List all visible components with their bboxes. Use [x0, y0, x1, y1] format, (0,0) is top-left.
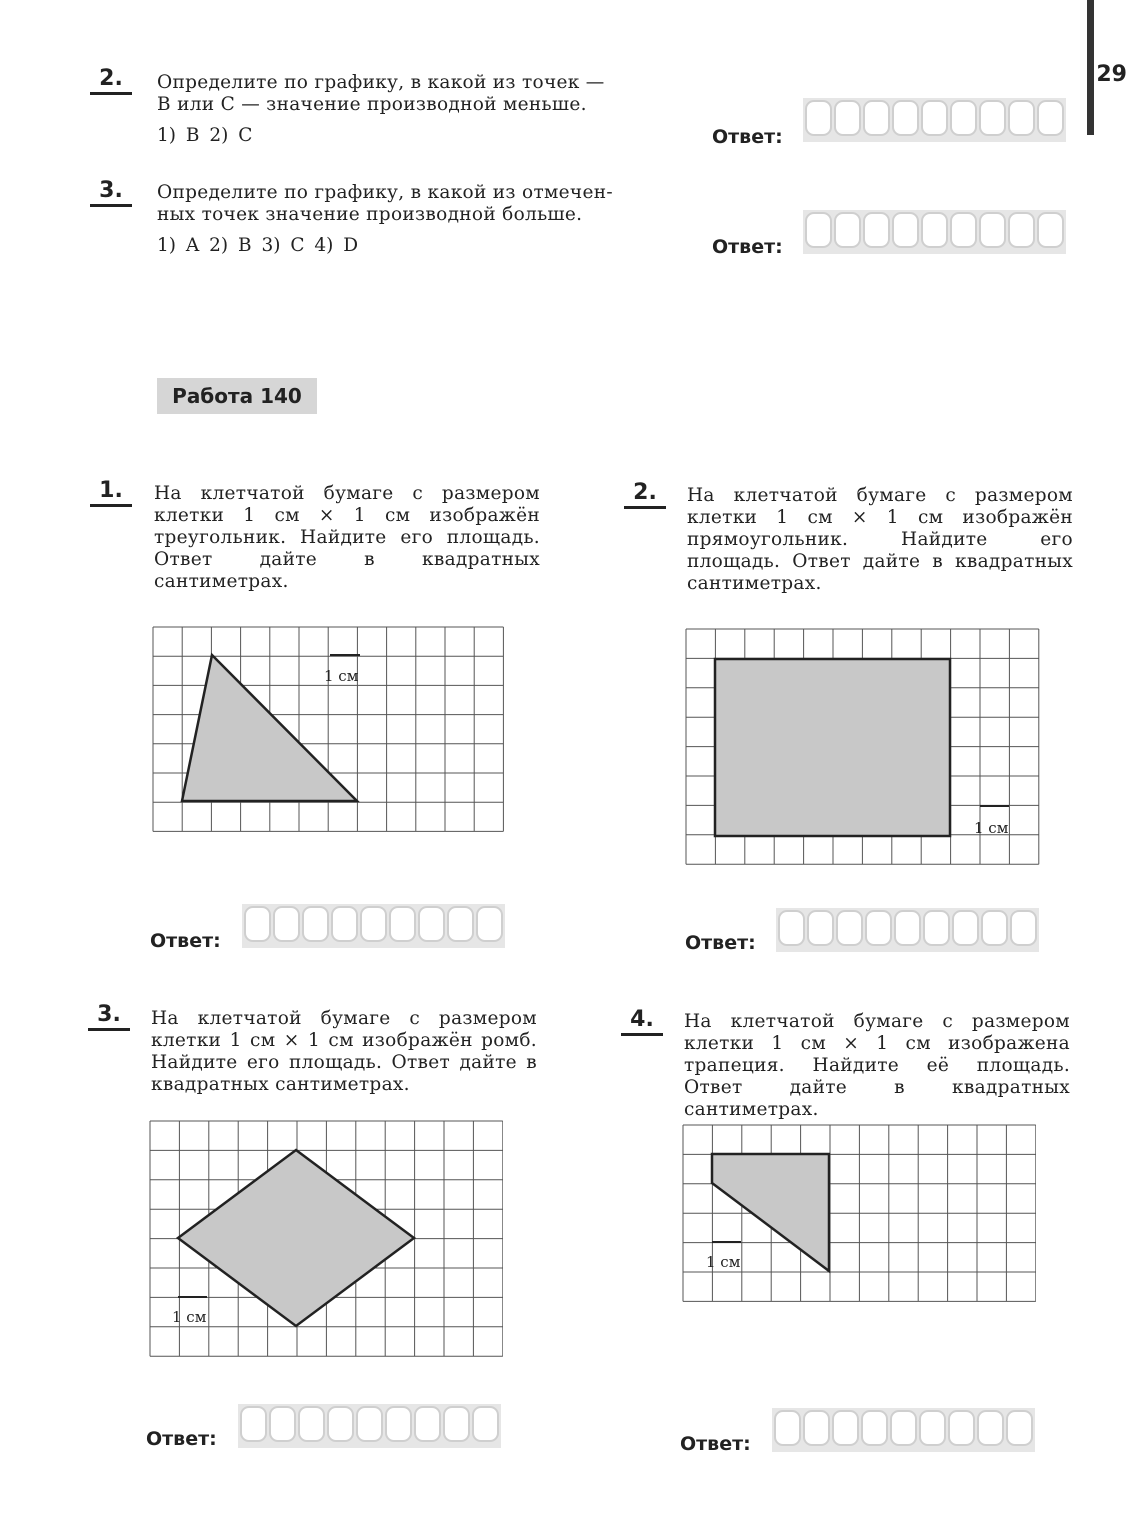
- answer-cell[interactable]: [865, 910, 892, 946]
- task-2-number: 2.: [624, 480, 666, 509]
- task-1-number: 1.: [90, 478, 132, 507]
- task-4-answer-field[interactable]: [772, 1408, 1035, 1452]
- top-task-3-number: 3.: [90, 178, 132, 207]
- top-task-3-answer-label: Ответ:: [712, 236, 783, 258]
- answer-cell[interactable]: [950, 100, 977, 136]
- answer-cell[interactable]: [302, 906, 329, 942]
- task-3-rhombus-figure: [149, 1120, 503, 1358]
- task-2-answer-field[interactable]: [776, 908, 1039, 952]
- answer-cell[interactable]: [892, 212, 919, 248]
- answer-cell[interactable]: [805, 212, 832, 248]
- top-task-3-options: 1) A 2) B 3) C 4) D: [157, 235, 359, 256]
- answer-cell[interactable]: [836, 910, 863, 946]
- top-task-2-options: 1) B 2) C: [157, 125, 253, 146]
- top-task-2-answer-field[interactable]: [803, 98, 1066, 142]
- page-number: 29: [1096, 62, 1127, 87]
- answer-cell[interactable]: [331, 906, 358, 942]
- answer-cell[interactable]: [273, 906, 300, 942]
- answer-cell[interactable]: [981, 910, 1008, 946]
- answer-cell[interactable]: [1008, 100, 1035, 136]
- task-1-answer-label: Ответ:: [150, 930, 221, 952]
- top-task-3-line2: ных точек значение производной больше.: [157, 204, 583, 225]
- task-3-answer-field[interactable]: [238, 1404, 501, 1448]
- answer-cell[interactable]: [834, 212, 861, 248]
- rhombus-shape: [178, 1150, 414, 1326]
- answer-cell[interactable]: [950, 212, 977, 248]
- answer-cell[interactable]: [863, 212, 890, 248]
- answer-cell[interactable]: [894, 910, 921, 946]
- top-task-2-answer-label: Ответ:: [712, 126, 783, 148]
- answer-cell[interactable]: [443, 1406, 470, 1442]
- answer-cell[interactable]: [861, 1410, 888, 1446]
- task-2-text: На клетчатой бумаге с размером клетки 1 см × 1 см изображён прямоугольник. Найдите его площадь. Ответ дайте в квадратных сантиметрах.: [687, 485, 1073, 594]
- task-4-number: 4.: [621, 1007, 663, 1036]
- unit-label: 1 см: [974, 819, 1009, 837]
- top-task-2-number: 2.: [90, 66, 132, 95]
- answer-cell[interactable]: [979, 100, 1006, 136]
- answer-cell[interactable]: [298, 1406, 325, 1442]
- answer-cell[interactable]: [832, 1410, 859, 1446]
- task-4-text: На клетчатой бумаге с размером клетки 1 см × 1 см изображена трапеция. Найдите её площадь. Ответ дайте в квадратных сантиметрах.: [684, 1011, 1070, 1120]
- answer-cell[interactable]: [414, 1406, 441, 1442]
- answer-cell[interactable]: [834, 100, 861, 136]
- answer-cell[interactable]: [805, 100, 832, 136]
- answer-cell[interactable]: [919, 1410, 946, 1446]
- task-1-text: На клетчатой бумаге с размером клетки 1 см × 1 см изображён треугольник. Найдите его площадь. Ответ дайте в квадратных сантиметрах.: [154, 483, 540, 592]
- answer-cell[interactable]: [1008, 212, 1035, 248]
- task-1-answer-field[interactable]: [242, 904, 505, 948]
- task-2-answer-label: Ответ:: [685, 932, 756, 954]
- top-task-3-answer-field[interactable]: [803, 210, 1066, 254]
- answer-cell[interactable]: [240, 1406, 267, 1442]
- grid-lines: [683, 1125, 1036, 1301]
- unit-label: 1 см: [172, 1308, 207, 1326]
- answer-cell[interactable]: [385, 1406, 412, 1442]
- top-task-2-line1: Определите по графику, в какой из точек —: [157, 72, 605, 93]
- work-heading: Работа 140: [157, 378, 317, 414]
- answer-cell[interactable]: [921, 212, 948, 248]
- top-task-3-line1: Определите по графику, в какой из отмечен-: [157, 182, 613, 203]
- answer-cell[interactable]: [863, 100, 890, 136]
- answer-cell[interactable]: [921, 100, 948, 136]
- answer-cell[interactable]: [244, 906, 271, 942]
- answer-cell[interactable]: [948, 1410, 975, 1446]
- answer-cell[interactable]: [1037, 100, 1064, 136]
- answer-cell[interactable]: [447, 906, 474, 942]
- answer-cell[interactable]: [923, 910, 950, 946]
- top-task-3-text: [157, 182, 637, 226]
- answer-cell[interactable]: [807, 910, 834, 946]
- answer-cell[interactable]: [1037, 212, 1064, 248]
- answer-cell[interactable]: [389, 906, 416, 942]
- unit-label: 1 см: [324, 667, 359, 685]
- answer-cell[interactable]: [892, 100, 919, 136]
- rectangle-shape: [715, 659, 950, 836]
- answer-cell[interactable]: [476, 906, 503, 942]
- task-4-trapezoid-figure: [682, 1124, 1036, 1302]
- answer-cell[interactable]: [360, 906, 387, 942]
- answer-cell[interactable]: [890, 1410, 917, 1446]
- answer-cell[interactable]: [979, 212, 1006, 248]
- answer-cell[interactable]: [952, 910, 979, 946]
- answer-cell[interactable]: [977, 1410, 1004, 1446]
- task-1-triangle-figure: [152, 626, 510, 834]
- top-task-2-text: [157, 72, 637, 116]
- answer-cell[interactable]: [472, 1406, 499, 1442]
- task-3-text: На клетчатой бумаге с размером клетки 1 см × 1 см изображён ромб. Найдите его площадь. Ответ дайте в квадратных сантиметрах.: [151, 1008, 537, 1095]
- answer-cell[interactable]: [778, 910, 805, 946]
- task-3-number: 3.: [88, 1002, 130, 1031]
- page-edge-bar: [1087, 0, 1094, 135]
- answer-cell[interactable]: [356, 1406, 383, 1442]
- top-task-2-line2: B или C — значение производной меньше.: [157, 94, 587, 115]
- answer-cell[interactable]: [803, 1410, 830, 1446]
- answer-cell[interactable]: [418, 906, 445, 942]
- answer-cell[interactable]: [269, 1406, 296, 1442]
- answer-cell[interactable]: [774, 1410, 801, 1446]
- task-3-answer-label: Ответ:: [146, 1428, 217, 1450]
- answer-cell[interactable]: [327, 1406, 354, 1442]
- unit-label: 1 см: [706, 1253, 741, 1271]
- answer-cell[interactable]: [1006, 1410, 1033, 1446]
- task-4-answer-label: Ответ:: [680, 1433, 751, 1455]
- answer-cell[interactable]: [1010, 910, 1037, 946]
- task-2-rectangle-figure: [685, 628, 1041, 868]
